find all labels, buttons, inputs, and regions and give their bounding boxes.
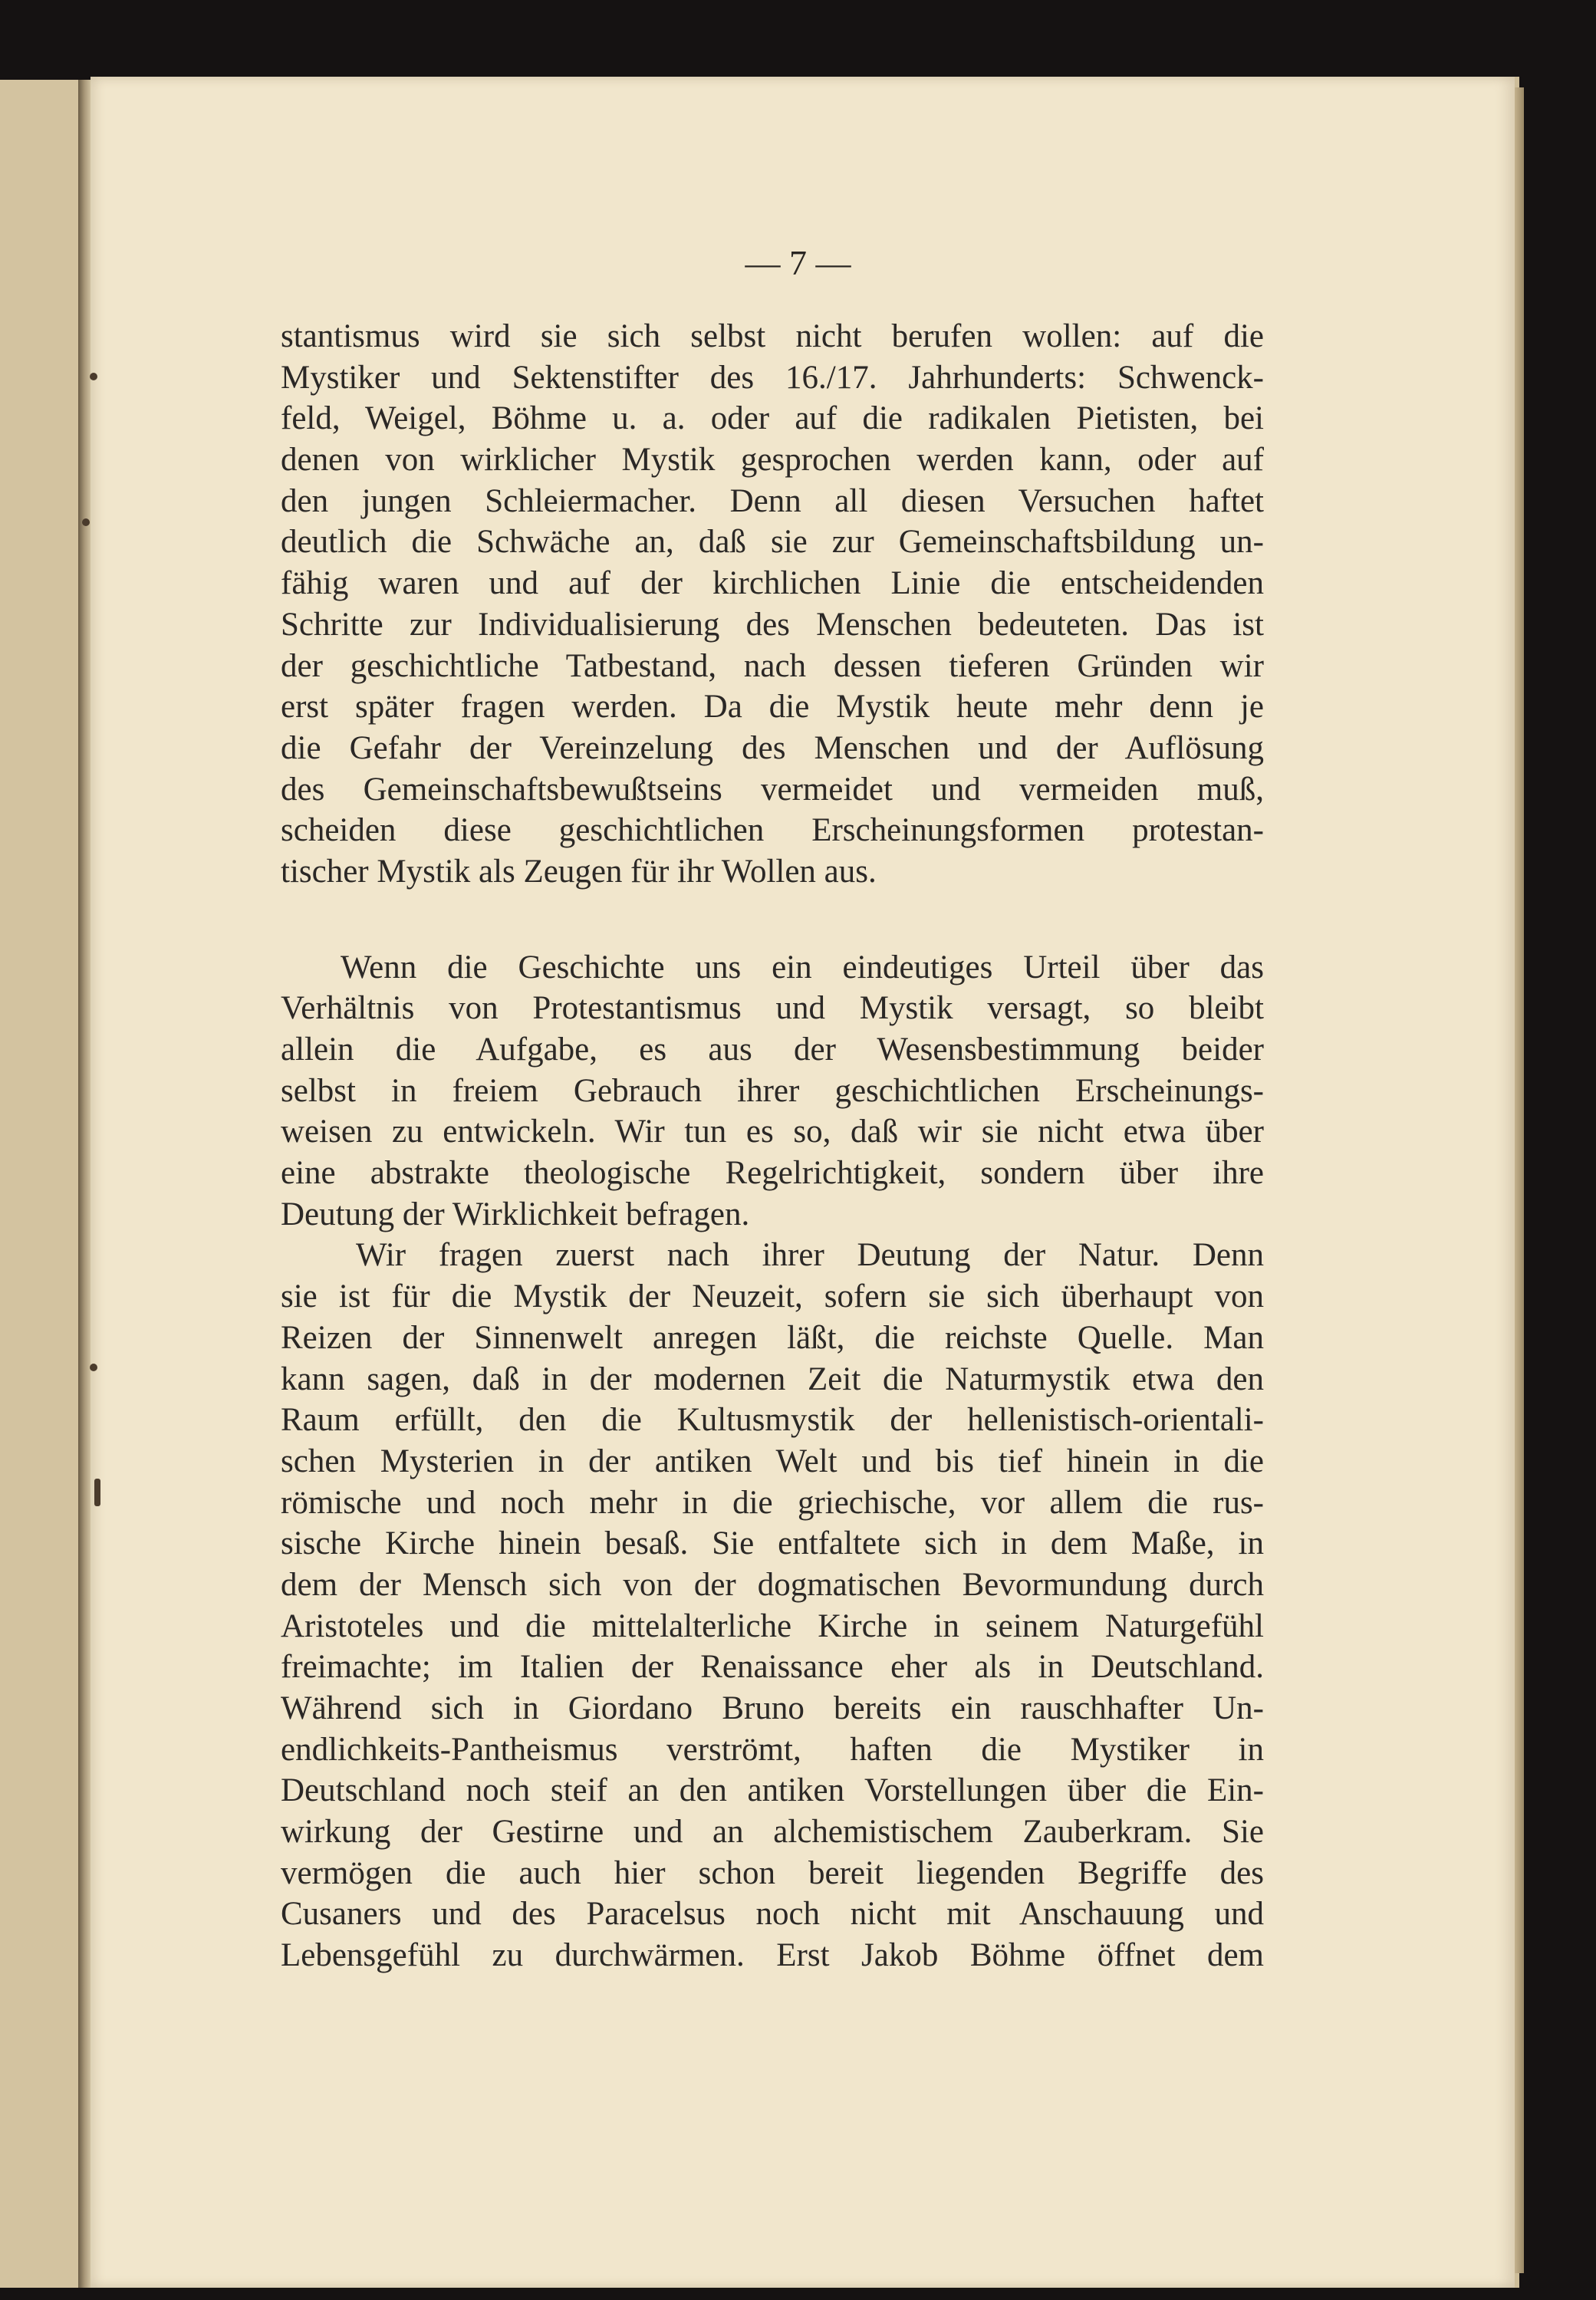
- text-line: selbst in freiem Gebrauch ihrer geschichtlichen Erscheinungs-: [281, 1072, 1264, 1109]
- page-stack-edge: [1515, 87, 1524, 2273]
- margin-mark: [90, 373, 97, 380]
- text-line: die Gefahr der Vereinzelung des Menschen und der Auflösung: [281, 729, 1264, 766]
- paragraph-gap: [281, 893, 1264, 947]
- text-line: stantismus wird sie sich selbst nicht berufen wollen: auf die: [281, 318, 1264, 354]
- text-line: Reizen der Sinnenwelt anregen läßt, die reichste Quelle. Man: [281, 1319, 1264, 1356]
- text-line: fähig waren und auf der kirchlichen Linie die entscheidenden: [281, 565, 1264, 602]
- body-text: [281, 316, 1264, 1976]
- facing-page-edge: [0, 80, 80, 2288]
- text-line: Schritte zur Individualisierung des Menschen bedeuteten. Das ist: [281, 606, 1264, 643]
- text-line: kann sagen, daß in der modernen Zeit die Naturmystik etwa den: [281, 1361, 1264, 1397]
- text-line: Deutschland noch steif an den antiken Vorstellungen über die Ein-: [281, 1772, 1264, 1809]
- text-line: den jungen Schleiermacher. Denn all diesen Versuchen haftet: [281, 482, 1264, 519]
- text-line: Während sich in Giordano Bruno bereits ein rauschhafter Un-: [281, 1690, 1264, 1726]
- text-line: Cusaners und des Paracelsus noch nicht mit Anschauung und: [281, 1896, 1264, 1933]
- text-line: Deutung der Wirklichkeit befragen.: [281, 1196, 750, 1232]
- margin-mark: [90, 1364, 97, 1371]
- text-line: endlichkeits-Pantheismus verströmt, haften die Mystiker in: [281, 1731, 1264, 1768]
- text-line: Wenn die Geschichte uns ein eindeutiges Urteil über das: [341, 949, 1264, 985]
- text-line: Lebensgefühl zu durchwärmen. Erst Jakob Böhme öffnet dem: [281, 1937, 1264, 1974]
- margin-mark: [94, 1479, 100, 1506]
- text-line: erst später fragen werden. Da die Mystik heute mehr denn je: [281, 689, 1264, 726]
- text-line: der geschichtliche Tatbestand, nach dessen tieferen Gründen wir: [281, 647, 1264, 684]
- text-line: freimachte; im Italien der Renaissance eher als in Deutschland.: [281, 1649, 1264, 1686]
- text-line: sie ist für die Mystik der Neuzeit, sofern sie sich überhaupt von: [281, 1278, 1264, 1315]
- text-line: feld, Weigel, Böhme u. a. oder auf die radikalen Pietisten, bei: [281, 400, 1264, 437]
- margin-mark: [82, 518, 90, 526]
- text-line: weisen zu entwickeln. Wir tun es so, daß wir sie nicht etwa über: [281, 1114, 1264, 1150]
- text-line: dem der Mensch sich von der dogmatischen Bevormundung durch: [281, 1566, 1264, 1603]
- text-line: Mystiker und Sektenstifter des 16./17. Jahrhunderts: Schwenck-: [281, 359, 1264, 396]
- text-line: römische und noch mehr in die griechische, vor allem die rus-: [281, 1484, 1264, 1521]
- text-line: tischer Mystik als Zeugen für ihr Wollen aus.: [281, 853, 877, 890]
- text-line: sische Kirche hinein besaß. Sie entfaltete sich in dem Maße, in: [281, 1525, 1264, 1562]
- text-line: deutlich die Schwäche an, daß sie zur Gemeinschaftsbildung un-: [281, 524, 1264, 561]
- paragraph: [281, 947, 1264, 1236]
- text-line: scheiden diese geschichtlichen Erscheinungsformen protestan-: [281, 812, 1264, 849]
- text-line: schen Mysterien in der antiken Welt und bis tief hinein in die: [281, 1443, 1264, 1479]
- text-line: Wir fragen zuerst nach ihrer Deutung der Natur. Denn: [356, 1237, 1264, 1274]
- text-line: Verhältnis von Protestantismus und Mystik versagt, so bleibt: [281, 990, 1264, 1027]
- text-line: eine abstrakte theologische Regelrichtigkeit, sondern über ihre: [281, 1155, 1264, 1192]
- paragraph: [281, 316, 1264, 893]
- paragraph: [281, 1235, 1264, 1976]
- text-line: vermögen die auch hier schon bereit liegenden Begriffe des: [281, 1854, 1264, 1891]
- text-line: Raum erfüllt, den die Kultusmystik der hellenistisch-orientali-: [281, 1402, 1264, 1439]
- text-line: Aristoteles und die mittelalterliche Kirche in seinem Naturgefühl: [281, 1607, 1264, 1644]
- text-line: allein die Aufgabe, es aus der Wesensbestimmung beider: [281, 1032, 1264, 1068]
- page-number: — 7 —: [745, 243, 851, 282]
- text-line: denen von wirklicher Mystik gesprochen werden kann, oder auf: [281, 442, 1264, 479]
- text-line: wirkung der Gestirne und an alchemistischem Zauberkram. Sie: [281, 1814, 1264, 1851]
- text-line: des Gemeinschaftsbewußtseins vermeidet und vermeiden muß,: [281, 771, 1264, 808]
